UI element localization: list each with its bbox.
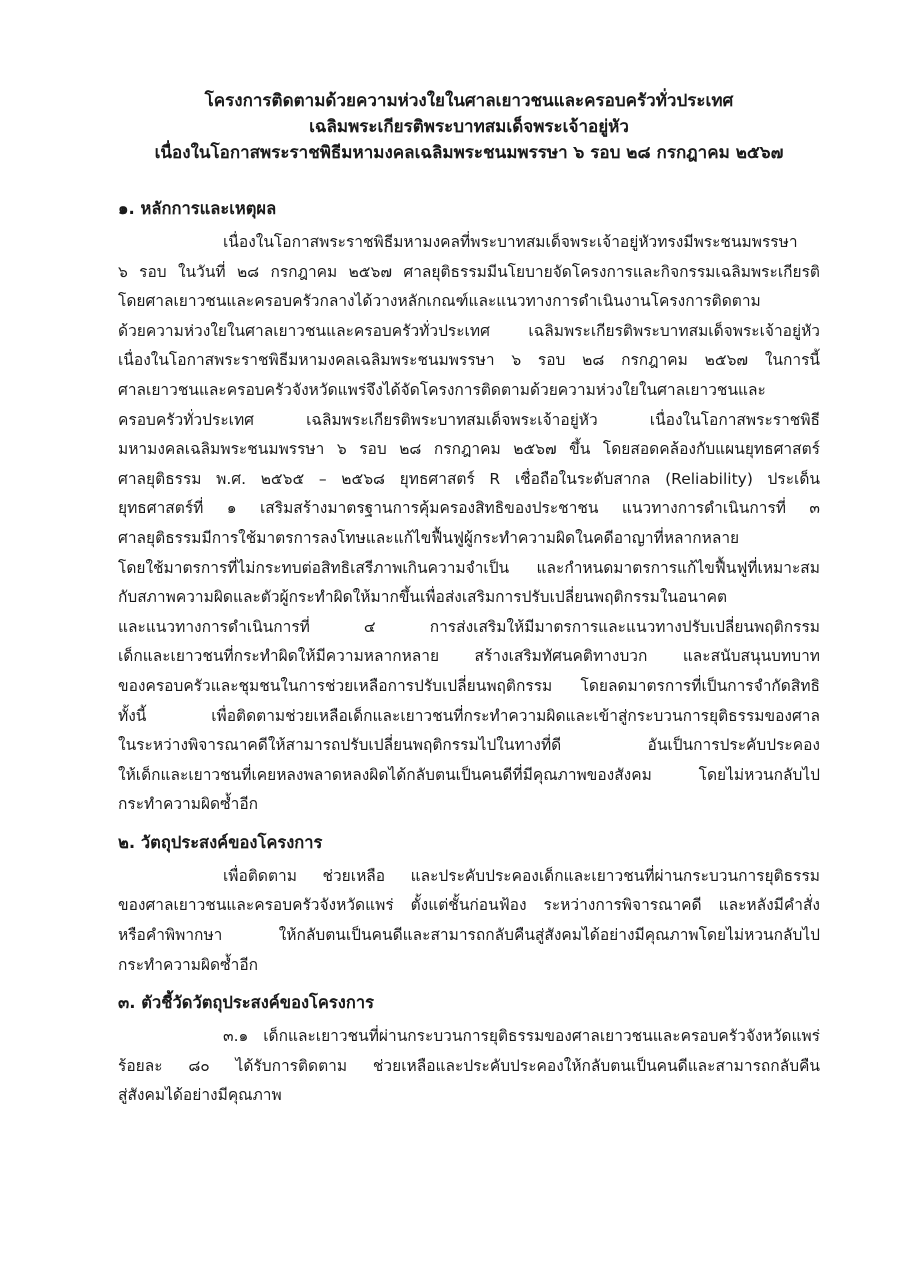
- paragraph-line: เนื่องในโอกาสพระราชพิธีมหามงคลเฉลิมพระชนมพรรษา ๖ รอบ ๒๘ กรกฎาคม ๒๕๖๗ ในการนี้: [118, 351, 820, 370]
- paragraph-line: ยุทธศาสตร์ที่ ๑ เสริมสร้างมาตรฐานการคุ้มครองสิทธิของประชาชน แนวทางการดำเนินการที่ ๓: [118, 499, 820, 518]
- paragraph-line: ของศาลเยาวชนและครอบครัวจังหวัดแพร่ ตั้งแต่ชั้นก่อนฟ้อง ระหว่างการพิจารณาคดี และหลังมีคำสั่ง: [118, 896, 820, 915]
- paragraph-line: โดยใช้มาตรการที่ไม่กระทบต่อสิทธิเสรีภาพเกินความจำเป็น และกำหนดมาตรการแก้ไขฟื้นฟูที่เหมาะสม: [118, 558, 820, 577]
- paragraph-line: กระทำความผิดซ้ำอีก: [118, 955, 259, 974]
- title-line-2: เฉลิมพระเกียรติพระบาทสมเด็จพระเจ้าอยู่หัว: [309, 117, 629, 137]
- section-paragraph: [118, 1022, 820, 1111]
- paragraph-line: ๓.๑ เด็กและเยาวชนที่ผ่านกระบวนการยุติธรรมของศาลเยาวชนและครอบครัวจังหวัดแพร่: [223, 1027, 820, 1046]
- title-line-1: โครงการติดตามด้วยความห่วงใยในศาลเยาวชนและครอบครัวทั่วประเทศ: [204, 91, 734, 111]
- section-indicators: [118, 990, 820, 1111]
- paragraph-line: หรือคำพิพากษา ให้กลับตนเป็นคนดีและสามารถกลับคืนสู่สังคมได้อย่างมีคุณภาพโดยไม่หวนกลับไป: [118, 926, 820, 945]
- paragraph-line: กับสภาพความผิดและตัวผู้กระทำผิดให้มากขึ้นเพื่อส่งเสริมการปรับเปลี่ยนพฤติกรรมในอนาคต: [118, 588, 728, 607]
- paragraph-line: ศาลเยาวชนและครอบครัวจังหวัดแพร่จึงได้จัดโครงการติดตามด้วยความห่วงใยในศาลเยาวชนและ: [118, 380, 766, 399]
- section-paragraph: [118, 862, 820, 980]
- section-heading: ๑. หลักการและเหตุผล: [118, 199, 277, 218]
- paragraph-line: ด้วยความห่วงใยในศาลเยาวชนและครอบครัวทั่วประเทศ เฉลิมพระเกียรติพระบาทสมเด็จพระเจ้าอยู่หัว: [118, 321, 820, 340]
- paragraph-line: เนื่องในโอกาสพระราชพิธีมหามงคลที่พระบาทสมเด็จพระเจ้าอยู่หัวทรงมีพระชนมพรรษา: [223, 233, 798, 251]
- paragraph-line: ศาลยุติธรรมมีการใช้มาตรการลงโทษและแก้ไขฟื้นฟูผู้กระทำความผิดในคดีอาญาที่หลากหลาย: [118, 528, 740, 547]
- section-heading: ๒. วัตถุประสงค์ของโครงการ: [118, 832, 323, 852]
- paragraph-line: ในระหว่างพิจารณาคดีให้สามารถปรับเปลี่ยนพฤติกรรมไปในทางที่ดี อันเป็นการประคับประคอง: [118, 736, 820, 755]
- title-line-3: เนื่องในโอกาสพระราชพิธีมหามงคลเฉลิมพระชนมพรรษา ๖ รอบ ๒๘ กรกฎาคม ๒๕๖๗: [154, 143, 784, 163]
- paragraph-line: ให้เด็กและเยาวชนที่เคยหลงพลาดหลงผิดได้กลับตนเป็นคนดีที่มีคุณภาพของสังคม โดยไม่หวนกลับไป: [118, 765, 820, 784]
- section-principles: [118, 196, 820, 820]
- section-paragraph: [118, 228, 820, 820]
- paragraph-line: มหามงคลเฉลิมพระชนมพรรษา ๖ รอบ ๒๘ กรกฎาคม ๒๕๖๗ ขึ้น โดยสอดคล้องกับแผนยุทธศาสตร์: [118, 440, 820, 459]
- paragraph-line: ศาลยุติธรรม พ.ศ. ๒๕๖๕ – ๒๕๖๘ ยุทธศาสตร์ R เชื่อถือในระดับสากล (Reliability) ประเด็น: [118, 469, 820, 488]
- paragraph-line: ร้อยละ ๘๐ ได้รับการติดตาม ช่วยเหลือและประคับประคองให้กลับตนเป็นคนดีและสามารถกลับคืน: [118, 1056, 820, 1075]
- paragraph-line: ครอบครัวทั่วประเทศ เฉลิมพระเกียรติพระบาทสมเด็จพระเจ้าอยู่หัว เนื่องในโอกาสพระราชพิธี: [118, 410, 820, 429]
- document-title: [118, 88, 820, 166]
- section-heading: ๓. ตัวชี้วัดวัตถุประสงค์ของโครงการ: [118, 993, 374, 1013]
- paragraph-line: ของครอบครัวและชุมชนในการช่วยเหลือการปรับเปลี่ยนพฤติกรรม โดยลดมาตรการที่เป็นการจำกัดสิทธิ: [118, 676, 820, 695]
- paragraph-line: เด็กและเยาวชนที่กระทำผิดให้มีความหลากหลาย สร้างเสริมทัศนคติทางบวก และสนับสนุนบทบาท: [118, 647, 820, 666]
- paragraph-line: สู่สังคมได้อย่างมีคุณภาพ: [118, 1086, 282, 1105]
- paragraph-line: ทั้งนี้ เพื่อติดตามช่วยเหลือเด็กและเยาวชนที่กระทำความผิดและเข้าสู่กระบวนการยุติธรรมของศาล: [118, 706, 820, 725]
- paragraph-line: โดยศาลเยาวชนและครอบครัวกลางได้วางหลักเกณฑ์และแนวทางการดำเนินงานโครงการติดตาม: [118, 292, 761, 311]
- paragraph-line: และแนวทางการดำเนินการที่ ๔ การส่งเสริมให้มีมาตรการและแนวทางปรับเปลี่ยนพฤติกรรม: [118, 617, 820, 636]
- paragraph-line: กระทำความผิดซ้ำอีก: [118, 795, 259, 814]
- paragraph-line: เพื่อติดตาม ช่วยเหลือ และประคับประคองเด็กและเยาวชนที่ผ่านกระบวนการยุติธรรม: [223, 866, 820, 885]
- section-objectives: [118, 830, 820, 980]
- paragraph-line: ๖ รอบ ในวันที่ ๒๘ กรกฎาคม ๒๕๖๗ ศาลยุติธรรมมีนโยบายจัดโครงการและกิจกรรมเฉลิมพระเกียรติ: [118, 262, 820, 281]
